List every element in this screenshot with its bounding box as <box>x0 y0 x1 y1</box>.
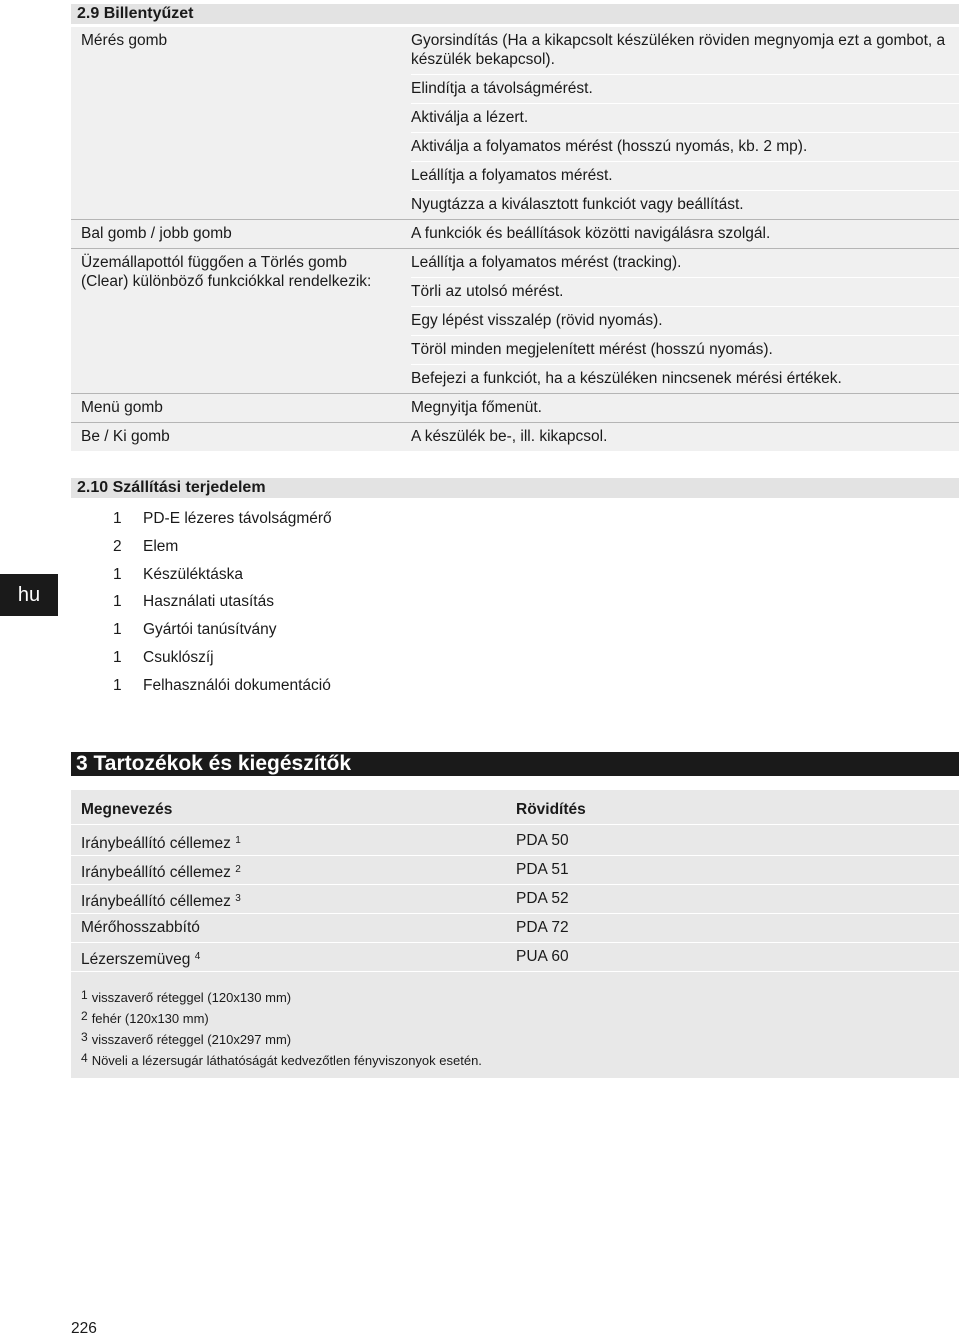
description-line: Töröl minden megjelenített mérést (hosszú nyomás). <box>411 336 959 365</box>
accessory-name: Mérőhosszabbító <box>81 919 200 936</box>
footnote-ref: 4 <box>194 951 201 962</box>
item-quantity: 2 <box>113 537 122 555</box>
list-item <box>113 647 332 675</box>
description-line: Törli az utolsó mérést. <box>411 278 959 307</box>
accessories-table <box>71 790 959 1078</box>
footnote-ref: 3 <box>235 893 241 904</box>
description-line: Leállítja a folyamatos mérést (tracking). <box>411 249 959 278</box>
footnote-number: 4 <box>81 1051 88 1065</box>
footnote <box>81 1027 291 1050</box>
footnote-text: fehér (120x130 mm) <box>91 1011 209 1026</box>
section-title-delivery: 2.10 Szállítási terjedelem <box>71 478 959 498</box>
table-row <box>71 943 959 972</box>
accessory-name: Iránybeállító céllemez <box>81 893 231 910</box>
key-name: Üzemállapottól függően a Törlés gomb (Clear) különböző funkciókkal rendelkezik: <box>71 249 401 394</box>
footnote-ref: 1 <box>235 835 241 846</box>
table-row <box>71 914 959 943</box>
description-line: Egy lépést visszalép (rövid nyomás). <box>411 307 959 336</box>
footnote-ref: 2 <box>235 864 241 875</box>
list-item <box>113 564 332 592</box>
accessory-abbreviation: PDA 51 <box>516 861 569 878</box>
key-description <box>401 27 959 220</box>
header-name: Megnevezés <box>81 801 173 818</box>
accessory-name: Iránybeállító céllemez <box>81 835 231 852</box>
footnote <box>81 1048 482 1071</box>
item-name: Gyártói tanúsítvány <box>143 621 277 639</box>
table-row <box>71 827 959 856</box>
accessory-abbreviation: PDA 50 <box>516 832 569 849</box>
description-line: Elindítja a távolságmérést. <box>411 75 959 104</box>
key-description <box>401 423 959 452</box>
description-line: A funkciók és beállítások közötti navigálásra szolgál. <box>411 225 771 242</box>
language-tab: hu <box>0 574 58 616</box>
footnote-number: 1 <box>81 988 88 1002</box>
table-row <box>71 220 959 249</box>
list-item <box>113 675 332 703</box>
item-name: Csuklószíj <box>143 648 214 666</box>
keyboard-table <box>71 27 959 451</box>
accessory-abbreviation: PDA 72 <box>516 919 569 936</box>
item-quantity: 1 <box>113 621 122 639</box>
chapter-title: 3 Tartozékok és kiegészítők <box>71 752 959 776</box>
list-item <box>113 536 332 564</box>
header-abbreviation: Rövidítés <box>516 801 586 818</box>
accessory-abbreviation: PUA 60 <box>516 948 569 965</box>
page-number: 226 <box>71 1320 97 1337</box>
list-item <box>113 508 332 536</box>
table-row <box>71 27 959 220</box>
table-header-row <box>71 796 959 825</box>
footnote-text: visszaverő réteggel (120x130 mm) <box>91 990 292 1005</box>
item-name: Felhasználói dokumentáció <box>143 676 331 694</box>
footnote-number: 2 <box>81 1009 88 1023</box>
item-quantity: 1 <box>113 676 122 694</box>
key-description <box>401 394 959 423</box>
table-row <box>71 885 959 914</box>
footnote-text: Növeli a lézersugár láthatóságát kedvezőtlen fényviszonyok esetén. <box>91 1053 482 1068</box>
accessory-name: Lézerszemüveg <box>81 951 191 968</box>
table-row <box>71 856 959 885</box>
item-name: Elem <box>143 537 179 555</box>
footnote-text: visszaverő réteggel (210x297 mm) <box>91 1032 292 1047</box>
list-item <box>113 619 332 647</box>
item-name: Készüléktáska <box>143 565 243 583</box>
footnote <box>81 1006 209 1029</box>
key-name: Bal gomb / jobb gomb <box>71 220 401 249</box>
description-line: Befejezi a funkciót, ha a készüléken nincsenek mérési értékek. <box>411 370 842 387</box>
key-name: Be / Ki gomb <box>81 428 170 445</box>
item-name: PD-E lézeres távolságmérő <box>143 510 332 527</box>
footnote <box>81 985 291 1008</box>
key-description <box>401 220 959 249</box>
accessory-name: Iránybeállító céllemez <box>81 864 231 881</box>
description-line: A készülék be-, ill. kikapcsol. <box>411 428 608 445</box>
description-line: Megnyitja főmenüt. <box>411 399 542 416</box>
key-description <box>401 249 959 394</box>
list-item <box>113 591 332 619</box>
item-name: Használati utasítás <box>143 593 274 611</box>
key-name: Mérés gomb <box>71 27 401 220</box>
item-quantity: 1 <box>113 565 122 583</box>
item-quantity: 1 <box>113 593 122 611</box>
section-title-keyboard: 2.9 Billentyűzet <box>71 4 959 24</box>
description-line: Aktiválja a folyamatos mérést (hosszú nyomás, kb. 2 mp). <box>411 133 959 162</box>
accessory-abbreviation: PDA 52 <box>516 890 569 907</box>
description-line: Aktiválja a lézert. <box>411 104 959 133</box>
footnote-number: 3 <box>81 1030 88 1044</box>
delivery-list <box>113 508 332 703</box>
table-row <box>71 423 959 452</box>
key-name: Menü gomb <box>71 394 401 423</box>
description-line: Nyugtázza a kiválasztott funkciót vagy beállítást. <box>411 196 744 213</box>
item-quantity: 1 <box>113 648 122 666</box>
table-row <box>71 394 959 423</box>
table-row <box>71 249 959 394</box>
description-line: Leállítja a folyamatos mérést. <box>411 162 959 191</box>
item-quantity: 1 <box>113 510 122 527</box>
description-line: Gyorsindítás (Ha a kikapcsolt készüléken röviden megnyomja ezt a gombot, a készülék bekapcsol). <box>411 27 959 75</box>
